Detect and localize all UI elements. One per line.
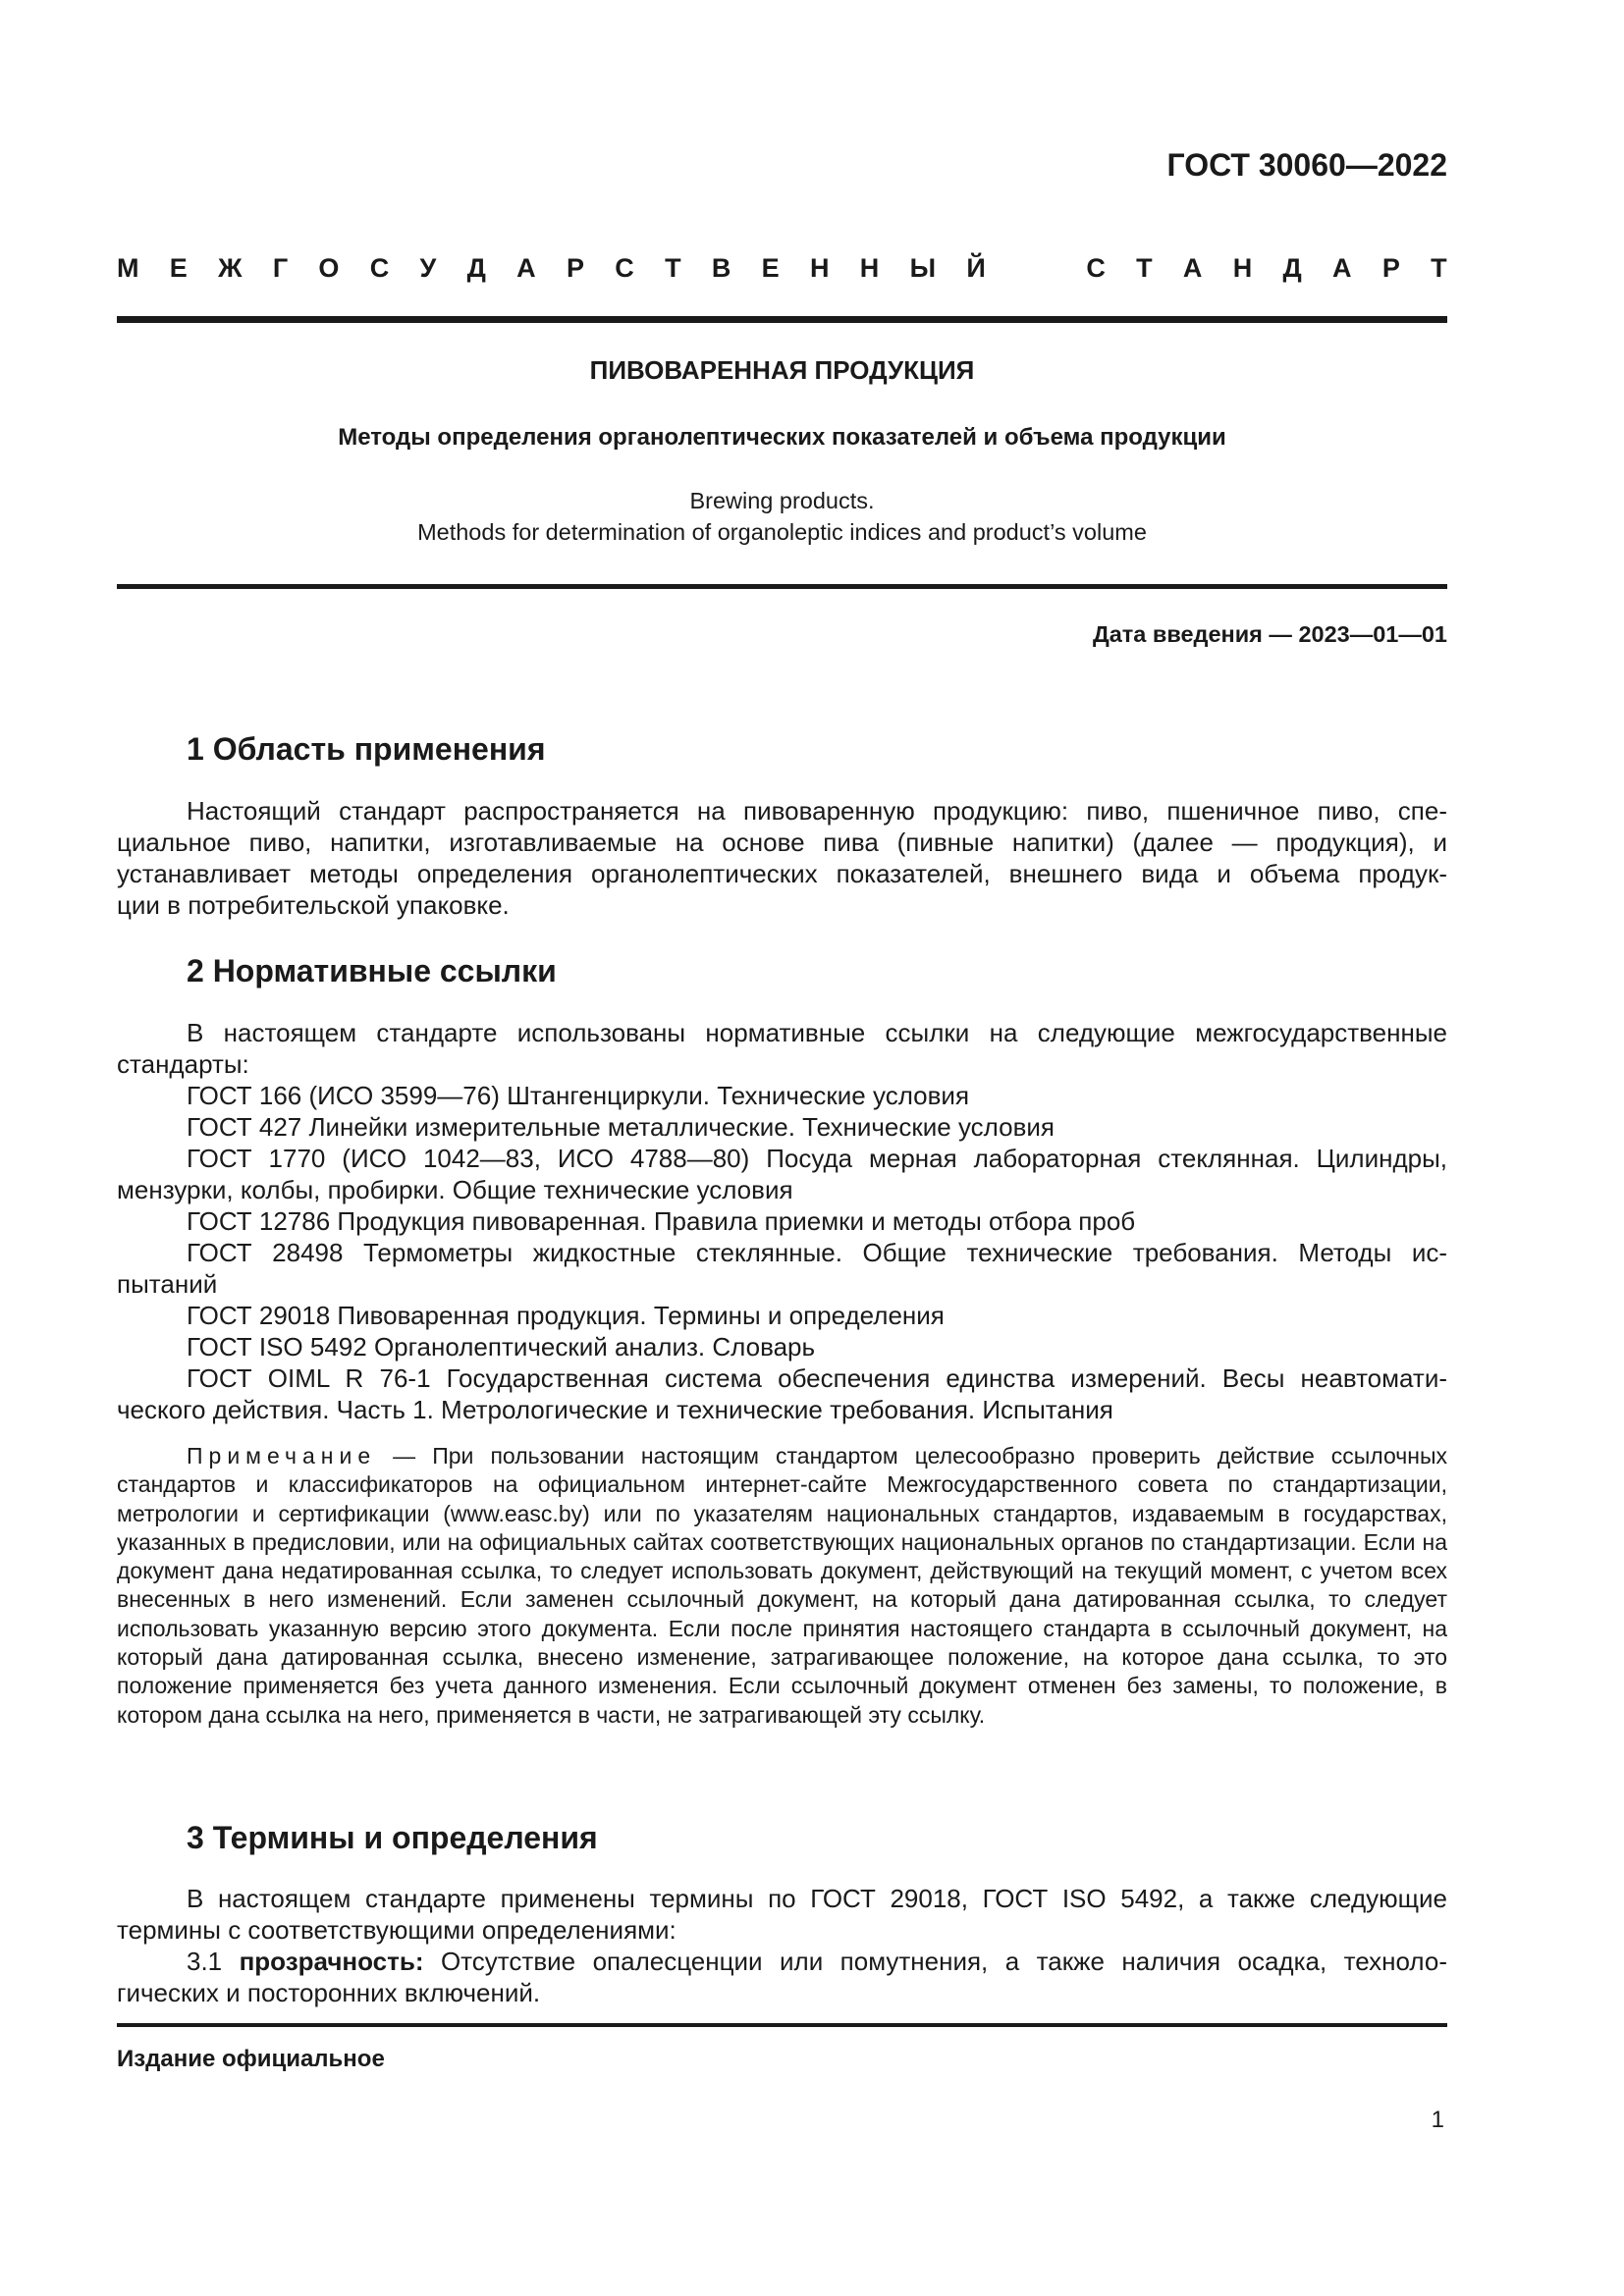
banner-letter: Д — [1282, 253, 1302, 283]
document-title: ПИВОВАРЕННАЯ ПРОДУКЦИЯ — [589, 355, 975, 385]
english-title-line: Brewing products. — [689, 488, 875, 513]
paragraph-line: ции в потребительской упаковке. — [117, 890, 510, 920]
term-number: 3.1 — [187, 1947, 240, 1976]
title-rule — [117, 584, 1447, 589]
reference-line: ГОСТ 427 Линейки измерительные металлические. Технические условия — [187, 1112, 1055, 1142]
reference-line: ГОСТ 1770 (ИСО 1042—83, ИСО 4788—80) Посуда мерная лабораторная стеклянная. Цилиндры, — [187, 1144, 1447, 1173]
banner-word-gap — [1016, 253, 1056, 284]
banner-letter: А — [516, 253, 536, 283]
banner-letter: М — [117, 253, 139, 283]
reference-line: ГОСТ OIML R 76-1 Государственная система обеспечения единства измерений. Весы неавтомати- — [187, 1363, 1447, 1393]
banner-letter: Н — [1232, 253, 1253, 283]
paragraph-line: Настоящий стандарт распространяется на пивоваренную продукцию: пиво, пшеничное пиво, спе- — [187, 796, 1447, 826]
introduction-date: Дата введения — 2023—01—01 — [1092, 621, 1447, 647]
term-definition-line — [117, 1946, 1447, 1978]
banner-letter: С — [369, 253, 390, 283]
banner-letter: Т — [1431, 253, 1447, 283]
english-title-line: Methods for determination of organoleptic indices and product’s volume — [417, 519, 1147, 545]
banner-letter: Н — [809, 253, 830, 283]
header-rule — [117, 316, 1447, 323]
document-designation: ГОСТ 30060—2022 — [1166, 147, 1447, 183]
reference-line: ГОСТ ISO 5492 Органолептический анализ. Словарь — [187, 1332, 816, 1362]
banner-letter: Т — [665, 253, 681, 283]
banner-letter: С — [615, 253, 634, 283]
term-definition-line: гических и посторонних включений. — [117, 1978, 541, 2007]
banner-letter: Р — [566, 253, 584, 283]
reference-line: ГОСТ 12786 Продукция пивоваренная. Правила приемки и методы отбора проб — [187, 1206, 1136, 1236]
paragraph-line: В настоящем стандарте использованы нормативные ссылки на следующие межгосударственные — [187, 1018, 1447, 1047]
reference-line: ческого действия. Часть 1. Метрологические и технические требования. Испытания — [117, 1395, 1113, 1424]
banner-letter: С — [1086, 253, 1106, 283]
banner-letter: Ж — [218, 253, 243, 283]
banner-letter: А — [1332, 253, 1352, 283]
banner-letter: У — [419, 253, 437, 283]
term-definition: Отсутствие опалесценции или помутнения, а также наличия осадка, техноло- — [423, 1947, 1447, 1976]
reference-line: ГОСТ 28498 Термометры жидкостные стеклянные. Общие технические требования. Методы ис- — [187, 1238, 1447, 1267]
banner-letter: Е — [761, 253, 780, 283]
section-heading: 1 Область применения — [187, 731, 546, 767]
paragraph-line: термины с соответствующими определениями: — [117, 1915, 677, 1945]
banner-letter: В — [711, 253, 731, 283]
note-block — [117, 1442, 1447, 1730]
banner-letter: Р — [1381, 253, 1400, 283]
banner-letter: Т — [1136, 253, 1153, 283]
reference-line: ГОСТ 29018 Пивоваренная продукция. Термины и определения — [187, 1301, 945, 1330]
paragraph-line: циальное пиво, напитки, изготавливаемые на основе пива (пивные напитки) (далее — продукция), и — [117, 828, 1447, 857]
note-text: — При пользовании настоящим стандартом целесообразно проверить действие ссылочных стандартов и классификаторов на официальном интернет-сайте Межгосударственного совета по стандартизации, метрологии и сертификации (www.easc.by) или по указателям национальных стандартов, издаваемым в государствах, указанных в предисловии, или на официальных сайтах соответствующих национальных органов по стандартизации. Если на документ дана недатированная ссылка, то следует использовать документ, действующий на текущий момент, с учетом всех внесенных в него изменений. Если заменен ссылочный документ, на который дана датированная ссылка, то следует использовать указанную версию этого документа. Если после принятия настоящего стандарта в ссылочный документ, на который дана датированная ссылка, внесено изменение, затрагивающее положение, на которое дана ссылка, то это положение применяется без учета данного изменения. Если ссылочный документ отменен без замены, то положение, в котором дана ссылка на него, применяется в части, не затрагивающей эту ссылку. — [117, 1443, 1447, 1728]
banner-letter: Г — [272, 253, 289, 283]
paragraph-line: устанавливает методы определения органолептических показателей, внешнего вида и объема продук- — [117, 859, 1447, 888]
official-edition-label: Издание официальное — [117, 2046, 385, 2072]
interstate-standard-banner — [117, 253, 1447, 284]
term-word: прозрачность: — [239, 1947, 424, 1976]
reference-line: пытаний — [117, 1269, 218, 1299]
reference-line: ГОСТ 166 (ИСО 3599—76) Штангенциркули. Технические условия — [187, 1081, 970, 1110]
banner-letter: Н — [859, 253, 880, 283]
note-label: Примечание — [187, 1443, 377, 1468]
banner-letter: Д — [466, 253, 486, 283]
document-subtitle: Методы определения органолептических показателей и объема продукции — [338, 424, 1226, 451]
section-heading: 2 Нормативные ссылки — [187, 953, 557, 988]
banner-letter: А — [1182, 253, 1203, 283]
reference-line: мензурки, колбы, пробирки. Общие технические условия — [117, 1175, 793, 1204]
paragraph-line: стандарты: — [117, 1049, 249, 1079]
page-number: 1 — [1431, 2107, 1444, 2133]
banner-letter: Е — [169, 253, 188, 283]
banner-letter: Й — [966, 253, 986, 283]
banner-letter: Ы — [909, 253, 937, 283]
paragraph-line: В настоящем стандарте применены термины по ГОСТ 29018, ГОСТ ISO 5492, а также следующие — [187, 1884, 1447, 1913]
banner-letter: О — [318, 253, 340, 283]
english-title — [117, 485, 1447, 548]
section-heading: 3 Термины и определения — [187, 1820, 598, 1855]
footer-rule — [117, 2023, 1447, 2027]
